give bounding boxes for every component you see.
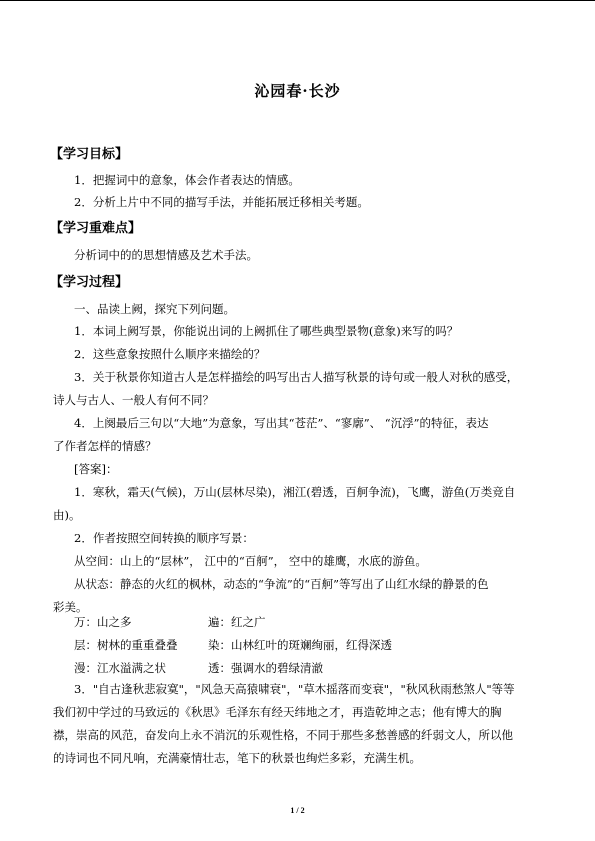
answer-2: 2．作者按照空间转换的顺序写景：: [74, 531, 254, 545]
answer-label: [答案]：: [74, 462, 118, 476]
pair-right-1: 遍：红之广: [208, 615, 266, 629]
pair-left-3: 漫：江水溢满之状: [74, 661, 166, 675]
answer-3-line2: 我们初中学过的马致远的《秋思》毛泽东有经天纬地之才，再造乾坤之志；他有博大的胸: [53, 705, 502, 719]
goal-item-2: 2．分析上片中不同的描写手法，并能拓展迁移相关考题。: [74, 195, 369, 209]
key-points-text: 分析词中的的思想情感及艺术手法。: [74, 248, 258, 262]
heading-goals: 【学习目标】: [50, 147, 129, 162]
page-title: 沁园春·长沙: [254, 82, 341, 100]
answer-3-line3: 襟，崇高的风范，奋发向上永不消沉的乐观性格，不同于那些多愁善感的纤弱文人，所以他: [53, 728, 513, 742]
top-rule: [0, 0, 595, 1]
answer-3-line4: 的诗词也不同凡响，充满豪情壮志，笔下的秋景也绚烂多彩，充满生机。: [53, 751, 421, 765]
answer-2-state-line1: 从状态：静态的火红的枫林，动态的“争流”的“百舸”等写出了山红水绿的静景的色: [74, 577, 489, 591]
pair-left-1: 万：山之多: [74, 615, 132, 629]
goal-item-1: 1．把握词中的意象，体会作者表达的情感。: [74, 173, 300, 187]
answer-1-line1: 1．寒秋，霜天(气候)，万山(层林尽染)，湘江(碧透，百舸争流)，飞鹰，游鱼(万类竞自: [74, 485, 516, 499]
answer-2-space: 从空间：山上的“层林”， 江中的“百舸”， 空中的雄鹰，水底的游鱼。: [74, 554, 427, 568]
question-4-line1: 4．上阕最后三句以“大地”为意象，写出其“苍茫”、“寥廓”、 “沉浮”的特征，表达: [74, 416, 489, 430]
question-3-line1: 3．关于秋景你知道古人是怎样描绘的吗写出古人描写秋景的诗句或一般人对秋的感受，: [74, 370, 519, 384]
answer-1-line2: 由)。: [53, 508, 81, 522]
process-part1: 一、品读上阙，探究下列问题。: [74, 302, 235, 316]
question-2: 2．这些意象按照什么顺序来描绘的？: [74, 347, 266, 361]
heading-process: 【学习过程】: [50, 275, 129, 290]
pair-right-2: 染：山林红叶的斑斓绚丽，红得深透: [208, 638, 392, 652]
heading-key-points: 【学习重难点】: [50, 221, 142, 236]
question-1: 1．本词上阙写景，你能说出词的上阙抓住了哪些典型景物(意象)来写的吗？: [74, 324, 459, 338]
answer-2-state-line2: 彩美。: [53, 600, 88, 614]
question-4-line2: 了作者怎样的情感？: [53, 439, 157, 453]
pair-right-3: 透：强调水的碧绿清澈: [208, 661, 323, 675]
question-3-line2: 诗人与古人、一般人有何不同？: [53, 393, 214, 407]
pair-left-2: 层：树林的重重叠叠: [74, 638, 178, 652]
page-number: 1 / 2: [290, 806, 305, 815]
answer-3-line1: 3．"自古逢秋悲寂寞"，"风急天高猿啸衰"，"草木摇落而变衰"，"秋风秋雨愁煞人"等等: [74, 682, 515, 696]
